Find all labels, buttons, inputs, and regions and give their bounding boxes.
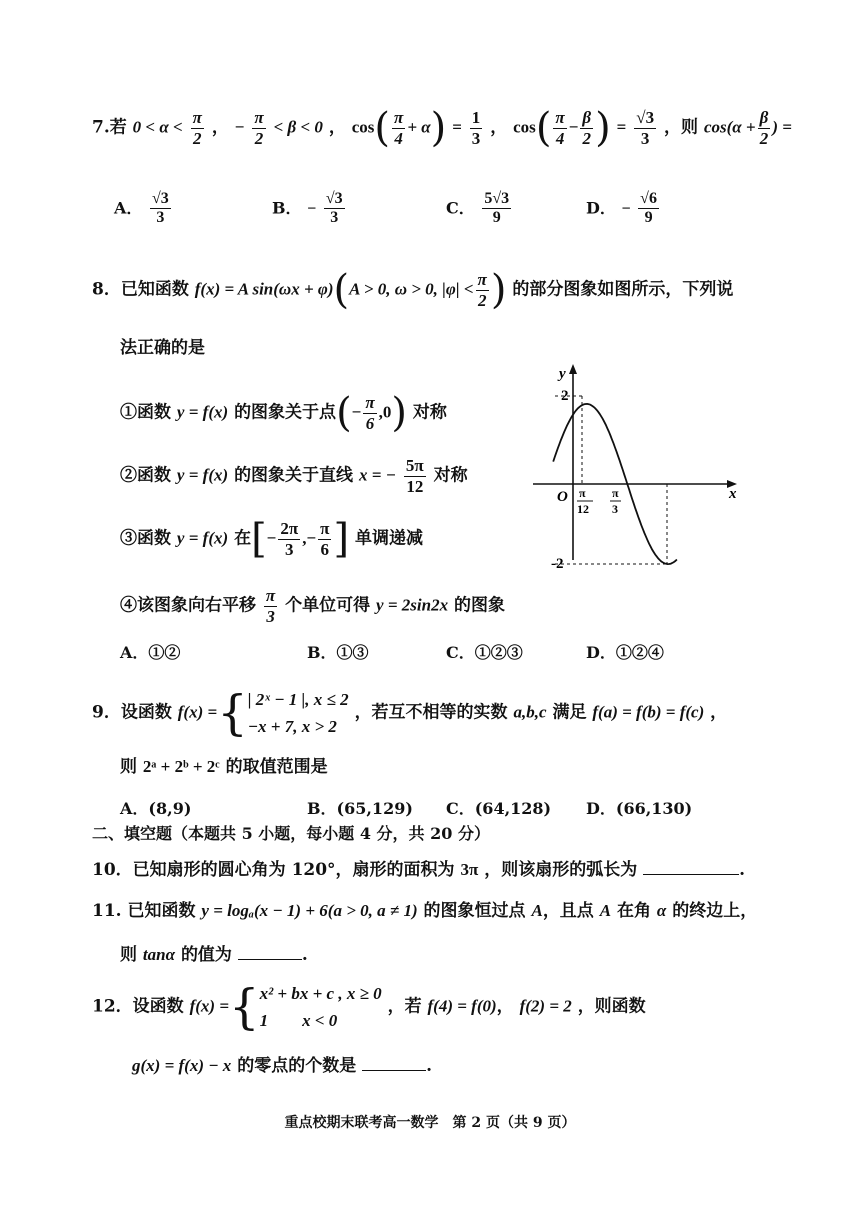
graph-y-max: 2 (561, 388, 569, 404)
q10-answer-blank[interactable] (643, 860, 739, 875)
q12-cases: x² + bx + c , x ≥ 0 1 x < 0 (259, 984, 382, 1031)
graph-tick2-num: π (612, 486, 619, 500)
q7-number: 7.若 (92, 117, 127, 138)
q8-formula: f(x) = A sin(ωx + φ) (194, 279, 334, 299)
page-footer: 重点校期末联考高一数学 第 2 页（共 9 页） (284, 1115, 576, 1131)
q11-line2: 则 tanα 的值为 . (120, 945, 308, 965)
q9-option-a[interactable]: A．(8,9) (120, 799, 192, 818)
q11-answer-blank[interactable] (238, 945, 302, 960)
q7-option-d[interactable]: D． − $\frac{√6}{9}$ (586, 190, 657, 227)
q8-statement-2: ②函数 y = f(x) 的图象关于直线 x = − $\frac{5\pi}{12}$ 对称 (120, 456, 468, 496)
graph-tick2-den: 3 (612, 502, 618, 516)
graph-y-min: -2 (551, 556, 564, 572)
graph-tick1-num: π (579, 486, 586, 500)
q9-option-d[interactable]: D．(66,130) (586, 799, 693, 818)
section-2-heading: 二、填空题（本题共 5 小题，每小题 4 分，共 20 分） (92, 824, 490, 843)
q7-option-a[interactable]: A． $\frac{√3}{3}$ (114, 190, 169, 227)
q8-line1: 8．已知函数 f(x) = A sin(ωx + φ)(A > 0, ω > 0, |φ| < $\frac{\pi}{2}$ ) 的部分图象如图所示，下列说 (92, 267, 734, 314)
q7-frac-sqrt3-3: $\frac{√3}{3}$ (636, 108, 655, 148)
q7-frac-pi-2: $\frac{\pi}{2}$ (192, 108, 202, 148)
q8-statement-3: ③函数 y = f(x) 在[− $\frac{2\pi}{3}$ ,− $\frac{\pi}{6}$ ] 单调递减 (120, 516, 423, 563)
q7-cond3: < β < 0 (273, 117, 323, 137)
q7-cond1: 0 < α < (132, 117, 183, 137)
q9-option-c[interactable]: C．(64,128) (446, 799, 552, 818)
graph-tick1-den: 12 (577, 502, 589, 516)
q8-line2: 法正确的是 (120, 338, 205, 358)
q11-line1: 11. 已知函数 y = logₐ(x − 1) + 6(a > 0, a ≠ 1) 的图象恒过点 A，且点 A 在角 α 的终边上， (92, 901, 758, 921)
q8-sine-graph (525, 360, 745, 580)
q8-option-d[interactable]: D．①②④ (586, 643, 664, 662)
q9-option-b[interactable]: B．(65,129) (307, 799, 413, 818)
graph-x-label: x (729, 486, 737, 502)
q8-option-c[interactable]: C．①②③ (446, 643, 523, 662)
q12-answer-blank[interactable] (362, 1056, 426, 1071)
q8-statement-1: ①函数 y = f(x) 的图象关于点(− $\frac{\pi}{6}$ ,0) 对称 (120, 390, 447, 437)
q8-option-a[interactable]: A．①② (120, 643, 181, 662)
q7-frac-neg-pi-2: $\frac{\pi}{2}$ (254, 108, 264, 148)
q9-cases: | 2ˣ − 1 |, x ≤ 2 −x + 7, x > 2 (247, 690, 349, 737)
q12-line2: g(x) = f(x) − x 的零点的个数是 . (132, 1056, 433, 1076)
q7-frac-1-3: $\frac{1}{3}$ (471, 108, 481, 148)
q7-option-c[interactable]: C． $\frac{5√3}{9}$ (446, 190, 510, 227)
graph-y-label: y (559, 366, 566, 382)
q10-line: 10．已知扇形的圆心角为 120°，扇形的面积为 3π ，则该扇形的弧长为 . (92, 860, 746, 880)
q7-option-b[interactable]: B． − $\frac{√3}{3}$ (272, 190, 343, 227)
q8-statement-4: ④该图象向右平移 $\frac{\pi}{3}$ 个单位可得 y = 2sin2x 的图象 (120, 586, 505, 626)
q8-option-b[interactable]: B．①③ (307, 643, 369, 662)
q9-line2: 则 2ᵃ + 2ᵇ + 2ᶜ 的取值范围是 (120, 757, 328, 777)
graph-origin: O (557, 489, 568, 505)
q12-line1: 12．设函数 f(x) ={ x² + bx + c , x ≥ 0 1 x < 0 ，若 f(4) = f(0)， f(2) = 2 ，则函数 (92, 979, 646, 1036)
q9-line1: 9．设函数 f(x) ={ | 2ˣ − 1 |, x ≤ 2 −x + 7, x > 2 ，若互不相等的实数 a,b,c 满足 f(a) = f(b) = f(c) ， (92, 685, 728, 742)
q7-line: 7.若 0 < α < $\frac{\pi}{2}$ ， − $\frac{\pi}{2}$ < β < 0 ， cos( $\frac{\pi}{4}$ + α) = $\frac{1}{3}$ ， cos( $\frac{\pi}{4}$ − $\frac{\beta}{2}$ ) = $\frac{√3}{3}$ ，则 cos(α + $\frac{\beta}{2}$ ) = (92, 105, 792, 152)
q7-frac-pi-4: $\frac{\pi}{4}$ (394, 108, 404, 148)
